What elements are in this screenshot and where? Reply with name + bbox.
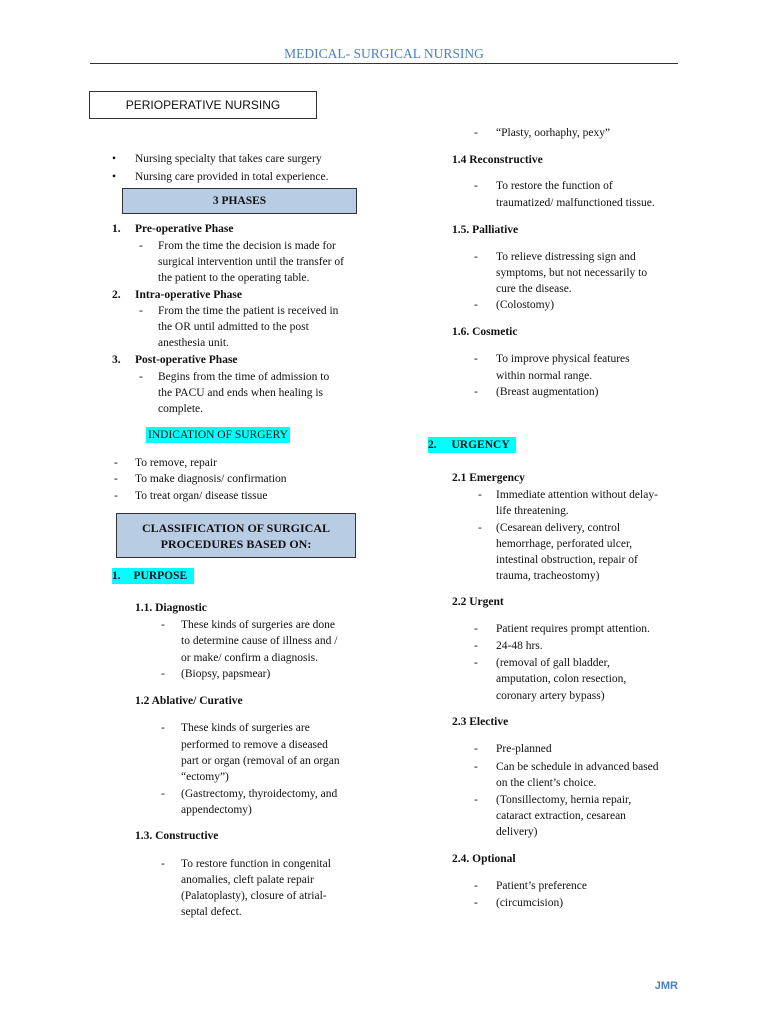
- item-line: traumatized/ malfunctioned tissue.: [496, 197, 655, 209]
- item-line: (Gastrectomy, thyroidectomy, and: [181, 788, 338, 800]
- item-line: (Cesarean delivery, control: [496, 522, 621, 534]
- dash-marker: -: [474, 299, 478, 311]
- subsection-title: 1.6. Cosmetic: [452, 326, 518, 338]
- item-line: to determine cause of illness and /: [181, 635, 338, 647]
- subsection-title: 2.1 Emergency: [452, 472, 525, 484]
- item-line: Pre-planned: [496, 743, 552, 755]
- dash-marker: -: [161, 788, 165, 800]
- dash-marker: -: [161, 722, 165, 734]
- item-line: (Palatoplasty), closure of atrial-: [181, 890, 327, 902]
- dash-marker: -: [114, 490, 118, 502]
- indication-item: To remove, repair: [135, 457, 217, 469]
- dash-marker: -: [474, 657, 478, 669]
- dash-marker: -: [474, 897, 478, 909]
- urgency-heading: [428, 437, 516, 453]
- phase-number: 2.: [112, 289, 121, 301]
- page-header-title: MEDICAL- SURGICAL NURSING: [284, 46, 484, 61]
- phase-text-line: complete.: [158, 403, 204, 415]
- subsection-title: 1.4 Reconstructive: [452, 154, 543, 166]
- dash-marker: -: [139, 305, 143, 317]
- item-line: These kinds of surgeries are: [181, 722, 310, 734]
- header-divider: [90, 63, 678, 64]
- phase-text-line: the PACU and ends when healing is: [158, 387, 324, 399]
- dash-marker: -: [161, 619, 165, 631]
- dash-marker: -: [474, 353, 478, 365]
- three-phases-box: [122, 188, 357, 214]
- phase-title: Pre-operative Phase: [135, 223, 234, 235]
- item-line: (Breast augmentation): [496, 386, 599, 398]
- urgency-number: 2.: [428, 439, 437, 451]
- subsection-title: 1.2 Ablative/ Curative: [135, 695, 243, 707]
- bullet-text: Nursing care provided in total experience.: [135, 171, 329, 183]
- item-line: hemorrhage, perforated ulcer,: [496, 538, 633, 550]
- phase-title: Post-operative Phase: [135, 354, 238, 366]
- item-line: (Tonsillectomy, hernia repair,: [496, 794, 632, 806]
- phase-text-line: Begins from the time of admission to: [158, 371, 330, 383]
- item-line: coronary artery bypass): [496, 690, 605, 702]
- subsection-title: 2.4. Optional: [452, 853, 516, 865]
- item-line: delivery): [496, 826, 538, 838]
- bullet-text: Nursing specialty that takes care surgery: [135, 153, 322, 165]
- phase-title: Intra-operative Phase: [135, 289, 242, 301]
- purpose-heading: [112, 568, 194, 584]
- item-line: (removal of gall bladder,: [496, 657, 610, 669]
- item-line: To relieve distressing sign and: [496, 251, 636, 263]
- item-line: septal defect.: [181, 906, 242, 918]
- purpose-number: 1.: [112, 570, 121, 582]
- dash-marker: -: [139, 240, 143, 252]
- dash-marker: -: [474, 251, 478, 263]
- item-line: cure the disease.: [496, 283, 572, 295]
- dash-marker: -: [114, 473, 118, 485]
- item-line: Can be schedule in advanced based: [496, 761, 659, 773]
- dash-marker: -: [474, 640, 478, 652]
- dash-marker: -: [474, 761, 478, 773]
- item-line: To restore function in congenital: [181, 858, 331, 870]
- item-line: part or organ (removal of an organ: [181, 755, 340, 767]
- dash-marker: -: [474, 794, 478, 806]
- item-line: symptoms, but not necessarily to: [496, 267, 648, 279]
- dash-marker: -: [474, 743, 478, 755]
- classification-box: [116, 513, 356, 558]
- item-line: (Biopsy, papsmear): [181, 668, 271, 680]
- item-line: or make/ confirm a diagnosis.: [181, 652, 319, 664]
- footer-initials: JMR: [654, 980, 678, 992]
- dash-marker: -: [478, 489, 482, 501]
- phase-text-line: surgical intervention until the transfer of: [158, 256, 344, 268]
- dash-marker: -: [161, 668, 165, 680]
- item-line: trauma, tracheostomy): [496, 570, 600, 582]
- urgency-title: URGENCY: [451, 439, 510, 451]
- classification-title-line: CLASSIFICATION OF SURGICAL: [141, 521, 331, 535]
- indication-item: To treat organ/ disease tissue: [135, 490, 268, 502]
- subsection-title: 1.1. Diagnostic: [135, 602, 207, 614]
- subsection-title: 1.5. Palliative: [452, 224, 519, 236]
- item-line: To restore the function of: [496, 180, 613, 192]
- item-line: intestinal obstruction, repair of: [496, 554, 638, 566]
- dash-marker: -: [474, 880, 478, 892]
- perioperative-nursing-title: PERIOPERATIVE NURSING: [125, 98, 281, 112]
- item-line: Immediate attention without delay-: [496, 489, 658, 501]
- item-line: life threatening.: [496, 505, 569, 517]
- subsection-title: 1.3. Constructive: [135, 830, 219, 842]
- item-line: within normal range.: [496, 370, 593, 382]
- item-line: amputation, colon resection,: [496, 673, 627, 685]
- item-line: (Colostomy): [496, 299, 555, 311]
- classification-title-line: PROCEDURES BASED ON:: [160, 537, 312, 551]
- item-line: Patient requires prompt attention.: [496, 623, 650, 635]
- phase-text-line: the OR until admitted to the post: [158, 321, 309, 333]
- bullet-list-item: •: [112, 171, 117, 183]
- dash-marker: -: [474, 386, 478, 398]
- phase-text-line: From the time the decision is made for: [158, 240, 336, 252]
- phase-text-line: From the time the patient is received in: [158, 305, 339, 317]
- dash-marker: -: [161, 858, 165, 870]
- dash-marker: -: [474, 127, 478, 139]
- dash-marker: -: [478, 522, 482, 534]
- item-line: “Plasty, oorhaphy, pexy”: [496, 127, 611, 139]
- item-line: anomalies, cleft palate repair: [181, 874, 314, 886]
- item-line: These kinds of surgeries are done: [181, 619, 336, 631]
- indication-of-surgery-heading: INDICATION OF SURGERY: [148, 429, 288, 441]
- item-line: cataract extraction, cesarean: [496, 810, 626, 822]
- perioperative-nursing-box: [89, 91, 317, 119]
- indication-item: To make diagnosis/ confirmation: [135, 473, 287, 485]
- phase-number: 3.: [112, 354, 121, 366]
- subsection-title: 2.3 Elective: [452, 716, 509, 728]
- item-line: Patient’s preference: [496, 880, 587, 892]
- phase-text-line: the patient to the operating table.: [158, 272, 310, 284]
- subsection-title: 2.2 Urgent: [452, 596, 504, 608]
- three-phases-title: 3 PHASES: [212, 195, 267, 207]
- dash-marker: -: [474, 623, 478, 635]
- item-line: To improve physical features: [496, 353, 630, 365]
- purpose-title: PURPOSE: [133, 570, 188, 582]
- item-line: appendectomy): [181, 804, 252, 816]
- item-line: performed to remove a diseased: [181, 739, 328, 751]
- dash-marker: -: [114, 457, 118, 469]
- dash-marker: -: [139, 371, 143, 383]
- item-line: on the client’s choice.: [496, 777, 597, 789]
- bullet-list-item: •: [112, 153, 117, 165]
- dash-marker: -: [474, 180, 478, 192]
- item-line: 24-48 hrs.: [496, 640, 543, 652]
- phase-number: 1.: [112, 223, 121, 235]
- item-line: “ectomy”): [181, 771, 229, 783]
- item-line: (circumcision): [496, 897, 564, 909]
- phase-text-line: anesthesia unit.: [158, 337, 229, 349]
